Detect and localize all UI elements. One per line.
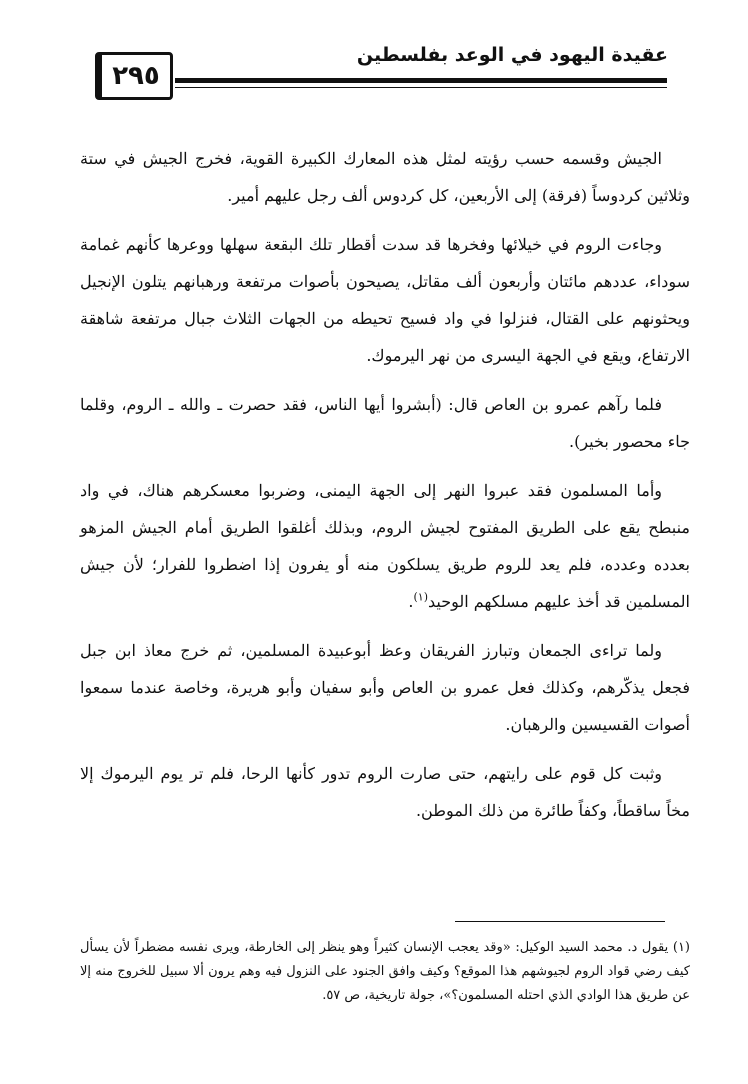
footnote-separator bbox=[455, 921, 665, 922]
footnote-text: (١) يقول د. محمد السيد الوكيل: «وقد يعجب الإنسان كثيراً وهو ينظر إلى الخارطة، ويرى نفسه مضطراً لأن يسأل كيف رضي قواد الروم لجيوشهم هذا الموقع؟ وكيف وافق الجنود على النزول فيه وهم يرون ألا سبيل للخروج منه إلا عن طريق هذا الوادي الذي احتله المسلمون؟»، جولة تاريخية، ص ٥٧. bbox=[80, 940, 690, 1003]
paragraph-text: وأما المسلمون فقد عبروا النهر إلى الجهة اليمنى، وضربوا معسكرهم هناك، في واد منبطح يقع على الطريق المفتوح لجيش الروم، وبذلك أغلقوا الطريق أمام الجيش المزهو بعدده وعدده، فلم يعد للروم طريق يسلكون منه أو يفرون إذا اضطروا للفرار؛ لأن جيش المسلمين قد أخذ عليهم مسلكهم الوحيد bbox=[80, 481, 690, 611]
body-text bbox=[80, 140, 690, 841]
running-head-title: عقيدة اليهود في الوعد بفلسطين bbox=[356, 44, 668, 66]
header-rule-thick bbox=[175, 78, 667, 83]
paragraph: وجاءت الروم في خيلائها وفخرها قد سدت أقطار تلك البقعة سهلها ووعرها كأنهم غمامة سوداء، عددهم مائتان وأربعون ألف مقاتل، يصيحون بأصوات مرتفعة ورهبانهم يتلون الإنجيل ويحثونهم على القتال، فنزلوا في واد فسيح تحيطه من الجهات الثلاث جبال مرتفعة شاهقة الارتفاع، ويقع في الجهة اليسرى من نهر اليرموك. bbox=[80, 235, 690, 365]
paragraph: الجيش وقسمه حسب رؤيته لمثل هذه المعارك الكبيرة القوية، فخرج الجيش في ستة وثلاثين كردوساً (فرقة) إلى الأربعين، كل كردوس ألف رجل عليهم أمير. bbox=[80, 149, 690, 205]
paragraph: فلما رآهم عمرو بن العاص قال: (أبشروا أيها الناس، فقد حصرت ـ والله ـ الروم، وقلما جاء محصور بخير). bbox=[80, 395, 690, 451]
header-rule-thin bbox=[175, 87, 667, 88]
footnote-marker: (١) bbox=[413, 590, 428, 604]
footnote bbox=[80, 936, 690, 1008]
paragraph: وثبت كل قوم على رايتهم، حتى صارت الروم تدور كأنها الرحا، فلم تر يوم اليرموك إلا مخاً ساقطاً، وكفاً طائرة من ذلك الموطن. bbox=[80, 764, 690, 820]
page-number: ٢٩٥ bbox=[95, 52, 173, 100]
paragraph: ولما تراءى الجمعان وتبارز الفريقان وعظ أبوعبيدة المسلمين، ثم خرج معاذ ابن جبل فجعل يذكّرهم، وكذلك فعل عمرو بن العاص وأبو سفيان وأبو هريرة، وخاصة عندما سمعوا أصوات القسيسين والرهبان. bbox=[80, 641, 691, 734]
paragraph bbox=[80, 472, 690, 620]
paragraph-end: . bbox=[408, 592, 414, 611]
